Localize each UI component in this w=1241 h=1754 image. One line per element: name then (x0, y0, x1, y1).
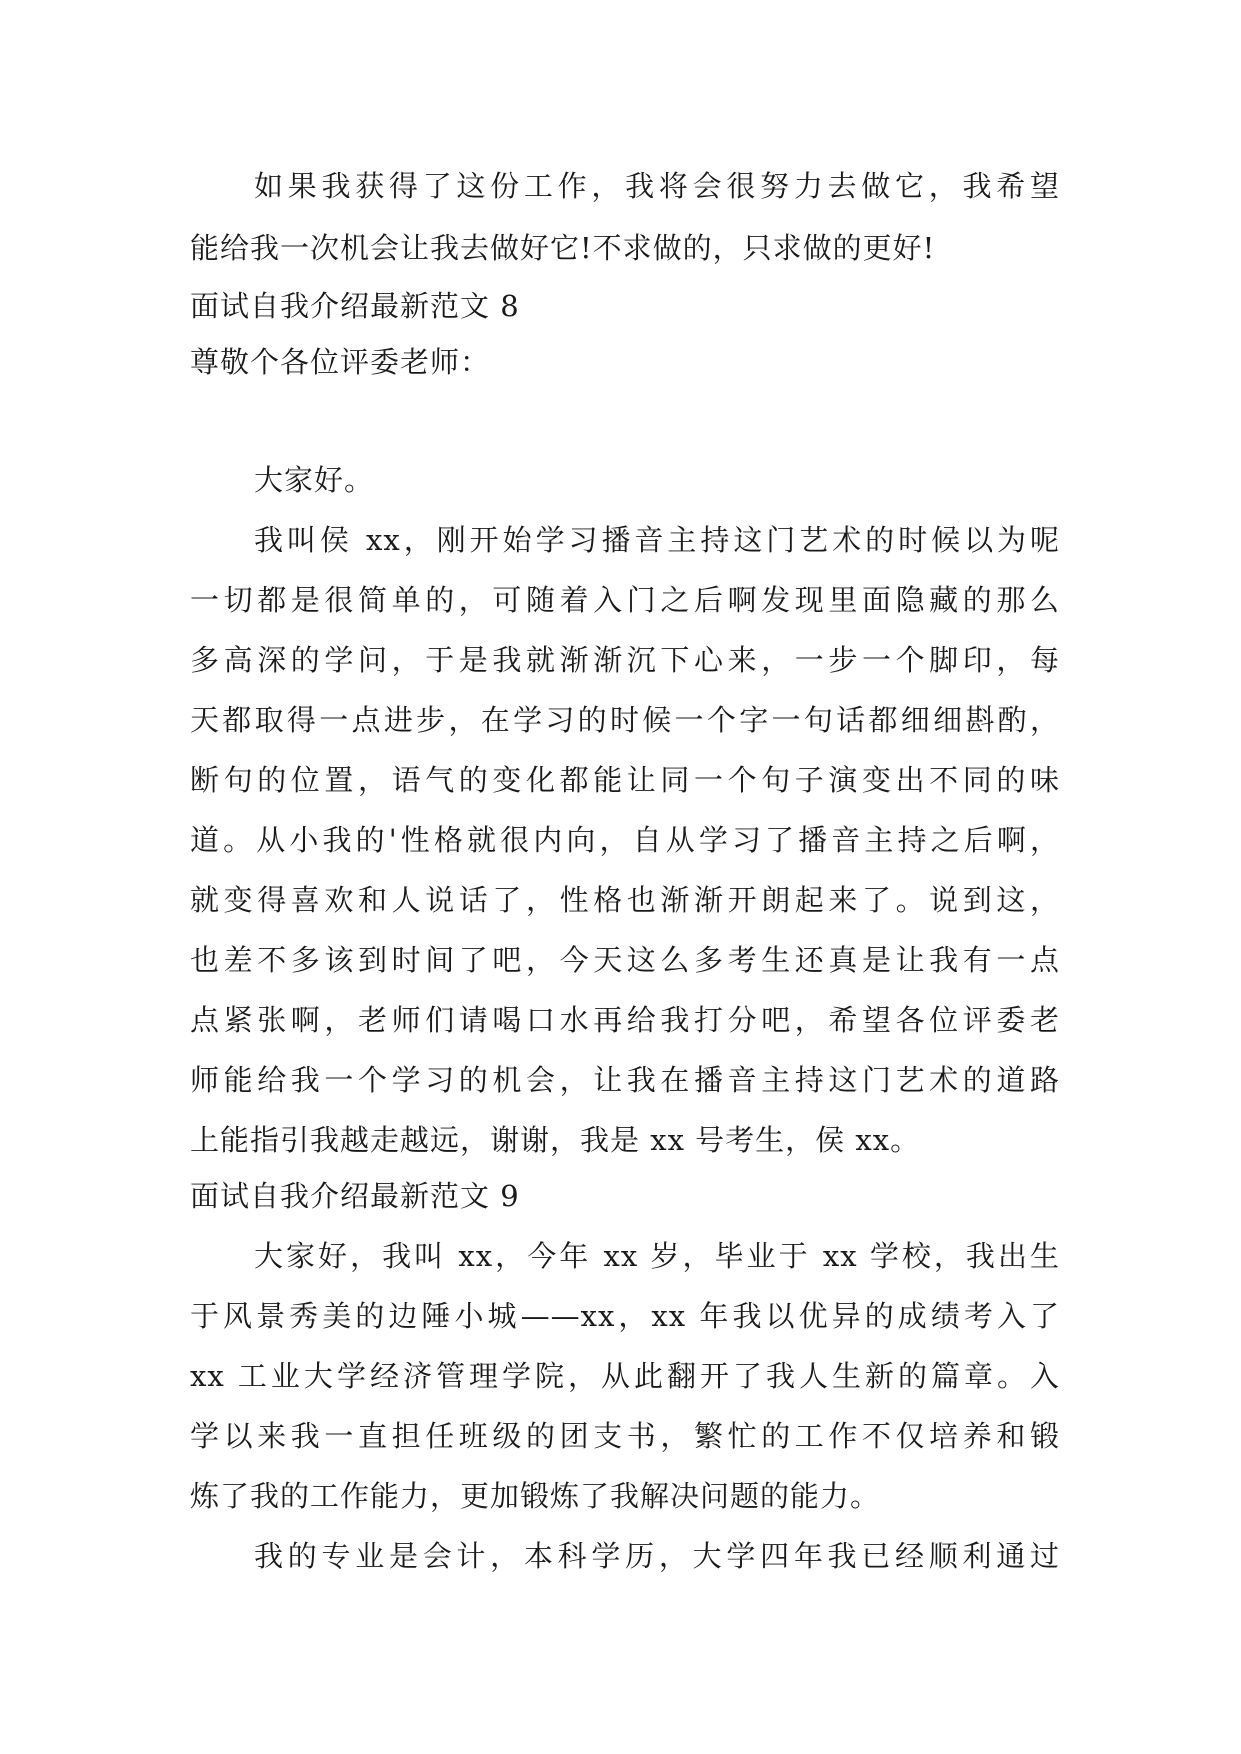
paragraph-line: xx 工业大学经济管理学院，从此翻开了我人生新的篇章。入 (190, 1359, 1060, 1393)
paragraph-line: 如果我获得了这份工作，我将会很努力去做它，我希望 (254, 169, 1060, 203)
paragraph-line: 我的专业是会计，本科学历，大学四年我已经顺利通过 (254, 1539, 1060, 1573)
paragraph-line: 一切都是很简单的，可随着入门之后啊发现里面隐藏的那么 (190, 583, 1060, 617)
paragraph-line: 大家好。 (254, 463, 375, 497)
paragraph-line: 学以来我一直担任班级的团支书，繁忙的工作不仅培养和锻 (190, 1419, 1060, 1453)
paragraph-line: 天都取得一点进步，在学习的时候一个字一句话都细细斟酌， (190, 703, 1060, 737)
paragraph-line: 能给我一次机会让我去做好它!不求做的，只求做的更好! (190, 231, 936, 265)
section-heading: 面试自我介绍最新范文 8 (190, 289, 520, 323)
salutation-line: 尊敬个各位评委老师： (190, 345, 491, 379)
paragraph-line: 师能给我一个学习的机会，让我在播音主持这门艺术的道路 (190, 1063, 1060, 1097)
paragraph-line: 也差不多该到时间了吧，今天这么多考生还真是让我有一点 (190, 943, 1060, 977)
paragraph-line: 道。从小我的'性格就很内向，自从学习了播音主持之后啊， (190, 823, 1060, 857)
section-heading: 面试自我介绍最新范文 9 (190, 1179, 520, 1213)
paragraph-line: 上能指引我越走越远，谢谢，我是 xx 号考生，侯 xx。 (190, 1123, 921, 1157)
paragraph-line: 于风景秀美的边陲小城——xx，xx 年我以优异的成绩考入了 (190, 1299, 1060, 1333)
paragraph-line: 我叫侯 xx，刚开始学习播音主持这门艺术的时候以为呢 (254, 523, 1060, 557)
paragraph-line: 大家好，我叫 xx，今年 xx 岁，毕业于 xx 学校，我出生 (254, 1239, 1060, 1273)
paragraph-line: 断句的位置，语气的变化都能让同一个句子演变出不同的味 (190, 763, 1060, 797)
paragraph-line: 多高深的学问，于是我就渐渐沉下心来，一步一个脚印，每 (190, 643, 1060, 677)
paragraph-line: 炼了我的工作能力，更加锻炼了我解决问题的能力。 (190, 1479, 881, 1513)
paragraph-line: 就变得喜欢和人说话了，性格也渐渐开朗起来了。说到这， (190, 883, 1060, 917)
paragraph-line: 点紧张啊，老师们请喝口水再给我打分吧，希望各位评委老 (190, 1003, 1060, 1037)
